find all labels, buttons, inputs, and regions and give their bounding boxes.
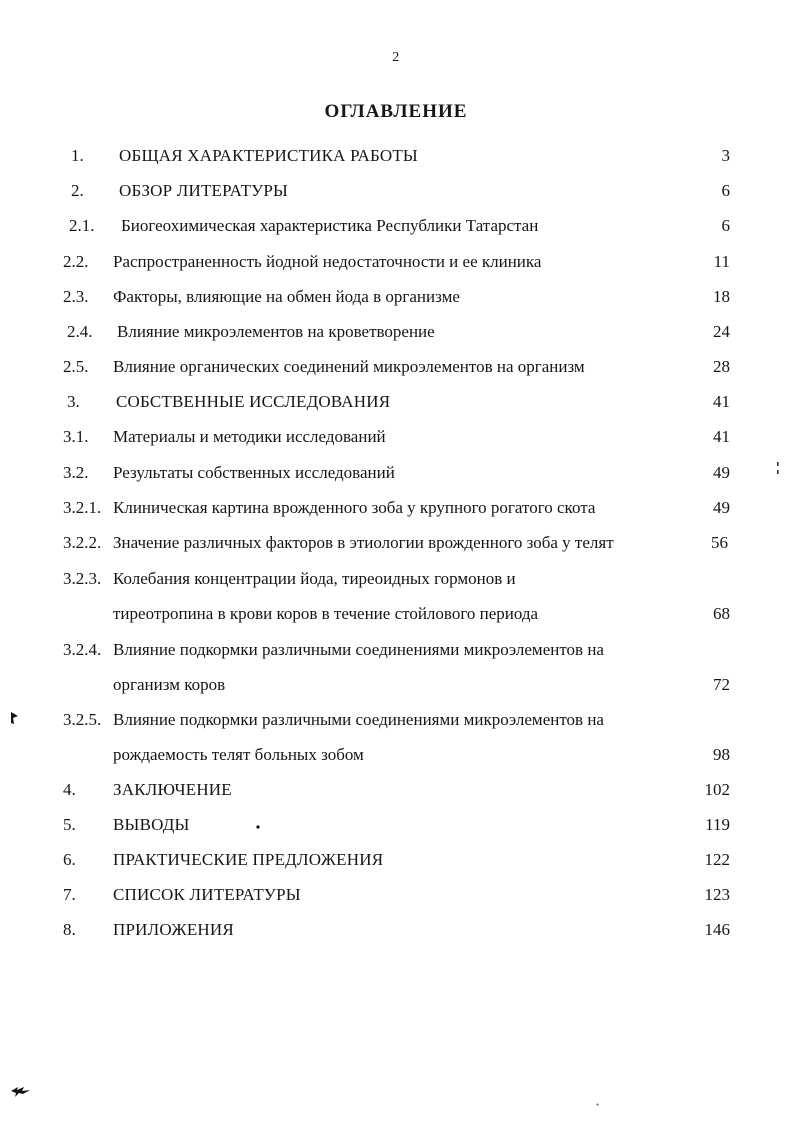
toc-entry-5 (0, 812, 792, 838)
toc-entry-page: 24 (713, 322, 730, 341)
toc-entry-title: Факторы, влияющие на обмен йода в организме (113, 287, 460, 306)
toc-entry-3 (0, 389, 792, 415)
toc-entry-number: 3.2. (63, 463, 89, 482)
toc-entry-3-2-3-continued (0, 601, 792, 627)
toc-entry-page: 56 (711, 533, 728, 552)
toc-entry-page: 146 (704, 920, 730, 939)
toc-entry-title: ВЫВОДЫ (113, 815, 190, 834)
toc-entry-title: ОБЩАЯ ХАРАКТЕРИСТИКА РАБОТЫ (119, 146, 418, 165)
toc-entry-number: 3.2.3. (63, 569, 102, 588)
toc-entry-3-2-4 (0, 637, 792, 663)
toc-entry-4 (0, 777, 792, 803)
toc-entry-2-3 (0, 284, 792, 310)
toc-entry-number: 3.2.2. (63, 533, 102, 552)
toc-entry-number: 1. (71, 146, 84, 165)
toc-entry-3-2-2 (0, 530, 792, 556)
toc-entry-title: Результаты собственных исследований (113, 463, 395, 482)
toc-entry-page: 119 (705, 815, 730, 834)
toc-entry-number: 3.2.1. (63, 498, 102, 517)
toc-entry-number: 3. (67, 392, 80, 411)
toc-entry-3-2-3 (0, 566, 792, 592)
toc-entry-3-2-5-continued (0, 742, 792, 768)
toc-entry-title: ПРАКТИЧЕСКИЕ ПРЕДЛОЖЕНИЯ (113, 850, 384, 869)
toc-entry-3-2-1 (0, 495, 792, 521)
toc-entry-3-2 (0, 460, 792, 486)
toc-entry-number: 2.3. (63, 287, 89, 306)
toc-entry-title: организм коров (113, 675, 226, 694)
toc-entry-title: Значение различных факторов в этиологии врожденного зоба у телят (113, 533, 614, 552)
toc-entry-title: СПИСОК ЛИТЕРАТУРЫ (113, 885, 301, 904)
toc-entry-page: 28 (713, 357, 730, 376)
toc-entry-title: рождаемость телят больных зобом (113, 745, 364, 764)
toc-entry-title: Колебания концентрации йода, тиреоидных гормонов и (113, 569, 516, 588)
toc-entry-number: 2.5. (63, 357, 89, 376)
toc-entry-number: 2. (71, 181, 84, 200)
scan-dot (776, 462, 780, 474)
page-number: 2 (392, 50, 400, 65)
toc-entry-number: 4. (63, 780, 76, 799)
toc-entry-page: 6 (721, 216, 730, 235)
toc-entry-title: ПРИЛОЖЕНИЯ (113, 920, 234, 939)
toc-entry-2-1 (0, 213, 792, 239)
toc-entry-number: 2.4. (67, 322, 93, 341)
toc-entry-title: Влияние подкормки различными соединениями микроэлементов на (113, 710, 604, 729)
toc-entry-page: 72 (713, 675, 730, 694)
toc-entry-2-5 (0, 354, 792, 380)
toc-entry-page: 49 (713, 463, 730, 482)
toc-entry-2 (0, 178, 792, 204)
toc-entry-page: 18 (713, 287, 730, 306)
toc-entry-number: 3.1. (63, 427, 89, 446)
toc-entry-6 (0, 847, 792, 873)
toc-entry-title: Влияние органических соединений микроэлементов на организм (113, 357, 585, 376)
scan-dot (256, 825, 260, 829)
toc-entry-number: 5. (63, 815, 76, 834)
toc-entry-page: 6 (721, 181, 730, 200)
toc-entry-title: Влияние микроэлементов на кроветворение (117, 322, 435, 341)
toc-entry-number: 2.1. (69, 216, 95, 235)
margin-arrow-mark (10, 711, 20, 725)
toc-entry-page: 11 (713, 252, 730, 271)
toc-entry-8 (0, 917, 792, 943)
toc-entry-page: 41 (713, 427, 730, 446)
toc-entry-page: 3 (721, 146, 730, 165)
toc-entry-page: 41 (713, 392, 730, 411)
page-title: ОГЛАВЛЕНИЕ (324, 101, 468, 122)
toc-entry-number: 3.2.4. (63, 640, 102, 659)
toc-entry-title: Материалы и методики исследований (113, 427, 386, 446)
toc-entry-2-4 (0, 319, 792, 345)
toc-entry-page: 122 (704, 850, 730, 869)
toc-entry-page: 49 (713, 498, 730, 517)
toc-entry-2-2 (0, 249, 792, 275)
toc-entry-number: 8. (63, 920, 76, 939)
toc-entry-3-2-5 (0, 707, 792, 733)
toc-entry-1 (0, 143, 792, 169)
toc-entry-title: СОБСТВЕННЫЕ ИССЛЕДОВАНИЯ (116, 392, 391, 411)
toc-entry-page: 102 (704, 780, 730, 799)
toc-entry-page: 98 (713, 745, 730, 764)
toc-entry-page: 123 (704, 885, 730, 904)
toc-entry-title: Клиническая картина врожденного зоба у крупного рогатого скота (113, 498, 596, 517)
toc-entry-number: 2.2. (63, 252, 89, 271)
toc-entry-3-2-4-continued (0, 672, 792, 698)
toc-entry-title: Биогеохимическая характеристика Республики Татарстан (121, 216, 539, 235)
scan-dot (596, 1103, 599, 1106)
toc-entry-title: Влияние подкормки различными соединениями микроэлементов на (113, 640, 604, 659)
toc-entry-number: 3.2.5. (63, 710, 102, 729)
toc-entry-3-1 (0, 424, 792, 450)
toc-entry-page: 68 (713, 604, 730, 623)
toc-entry-7 (0, 882, 792, 908)
toc-entry-title: Распространенность йодной недостаточности и ее клиника (113, 252, 542, 271)
toc-entry-title: тиреотропина в крови коров в течение стойлового периода (113, 604, 539, 623)
toc-entry-number: 7. (63, 885, 76, 904)
toc-entry-title: ЗАКЛЮЧЕНИЕ (113, 780, 232, 799)
toc-entry-title: ОБЗОР ЛИТЕРАТУРЫ (119, 181, 289, 200)
corner-scribble-mark (10, 1084, 32, 1098)
toc-entry-number: 6. (63, 850, 76, 869)
